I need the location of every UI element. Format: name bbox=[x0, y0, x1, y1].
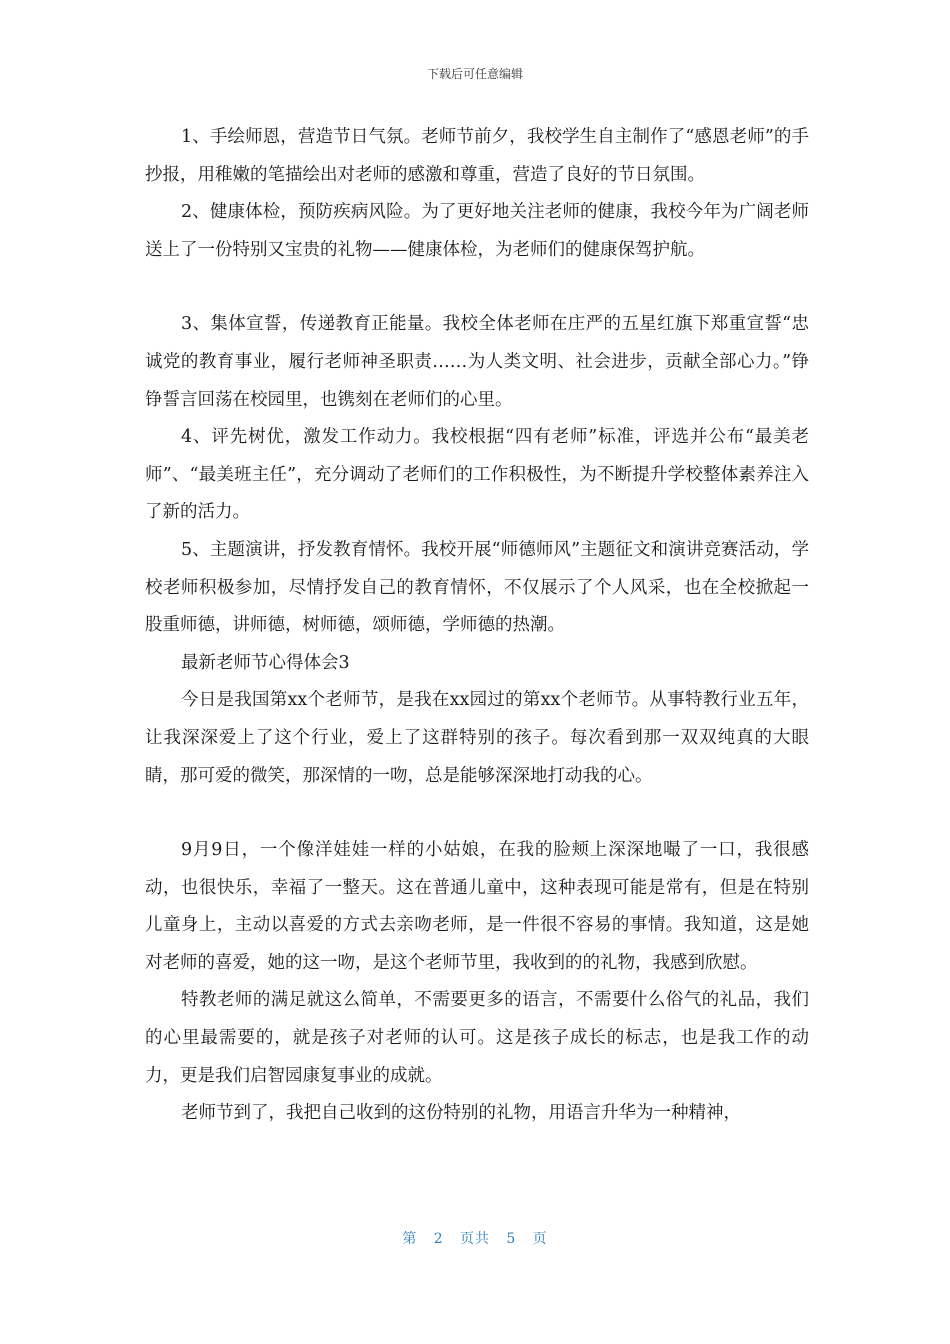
paragraph-3: 3、集体宣誓，传递教育正能量。我校全体老师在庄严的五星红旗下郑重宣誓“忠诚党的教育事业，履行老师神圣职责……为人类文明、社会进步，贡献全部心力。”铮铮誓言回荡在校园里，也镌刻在老师们的心里。 bbox=[145, 314, 809, 410]
footer-total-pages: 5 bbox=[506, 1231, 517, 1247]
footer-middle: 页共 bbox=[460, 1231, 490, 1247]
section-heading: 最新老师节心得体会3 bbox=[181, 652, 350, 673]
paragraph-4: 4、评先树优，激发工作动力。我校根据“四有老师”标准，评选并公布“最美老师”、“最美班主任”，充分调动了老师们的工作积极性，为不断提升学校整体素养注入了新的活力。 bbox=[145, 427, 809, 523]
page-footer bbox=[0, 1230, 950, 1248]
paragraph-9: 老师节到了，我把自己收到的这份特别的礼物，用语言升华为一种精神， bbox=[181, 1103, 741, 1124]
paragraph-6: 今日是我国第xx个老师节，是我在xx园过的第xx个老师节。从事特教行业五年，让我深深爱上了这个行业，爱上了这群特别的孩子。每次看到那一双双纯真的大眼睛，那可爱的微笑，那深情的一吻，总是能够深深地打动我的心。 bbox=[145, 690, 809, 786]
footer-prefix: 第 bbox=[402, 1231, 418, 1247]
paragraph-5: 5、主题演讲，抒发教育情怀。我校开展“师德师风”主题征文和演讲竞赛活动，学校老师积极参加，尽情抒发自己的教育情怀，不仅展示了个人风采，也在全校掀起一股重师德，讲师德，树师德，颂师德，学师德的热潮。 bbox=[145, 539, 809, 636]
paragraph-8: 特教老师的满足就这么简单，不需要更多的语言，不需要什么俗气的礼品，我们的心里最需要的，就是孩子对老师的认可。这是孩子成长的标志，也是我工作的动力，更是我们启智园康复事业的成就。 bbox=[145, 990, 809, 1086]
paragraph-7: 9月9日，一个像洋娃娃一样的小姑娘，在我的脸颊上深深地嘬了一口，我很感动，也很快乐，幸福了一整天。这在普通儿童中，这种表现可能是常有，但是在特别儿童身上，主动以喜爱的方式去亲吻老师，是一件很不容易的事情。我知道，这是她对老师的喜爱，她的这一吻，是这个老师节里，我收到的的礼物，我感到欣慰。 bbox=[145, 840, 809, 973]
paragraph-1: 1、手绘师恩，营造节日气氛。老师节前夕，我校学生自主制作了“感恩老师”的手抄报，用稚嫩的笔描绘出对老师的感激和尊重，营造了良好的节日氛围。 bbox=[145, 127, 809, 185]
document-body bbox=[145, 119, 809, 1133]
page-header: 下载后可任意编辑 bbox=[426, 67, 523, 81]
paragraph-2: 2、健康体检，预防疾病风险。为了更好地关注老师的健康，我校今年为广阔老师送上了一份特别又宝贵的礼物——健康体检，为老师们的健康保驾护航。 bbox=[145, 202, 809, 260]
footer-suffix: 页 bbox=[532, 1231, 548, 1247]
footer-page-number: 2 bbox=[433, 1231, 444, 1247]
